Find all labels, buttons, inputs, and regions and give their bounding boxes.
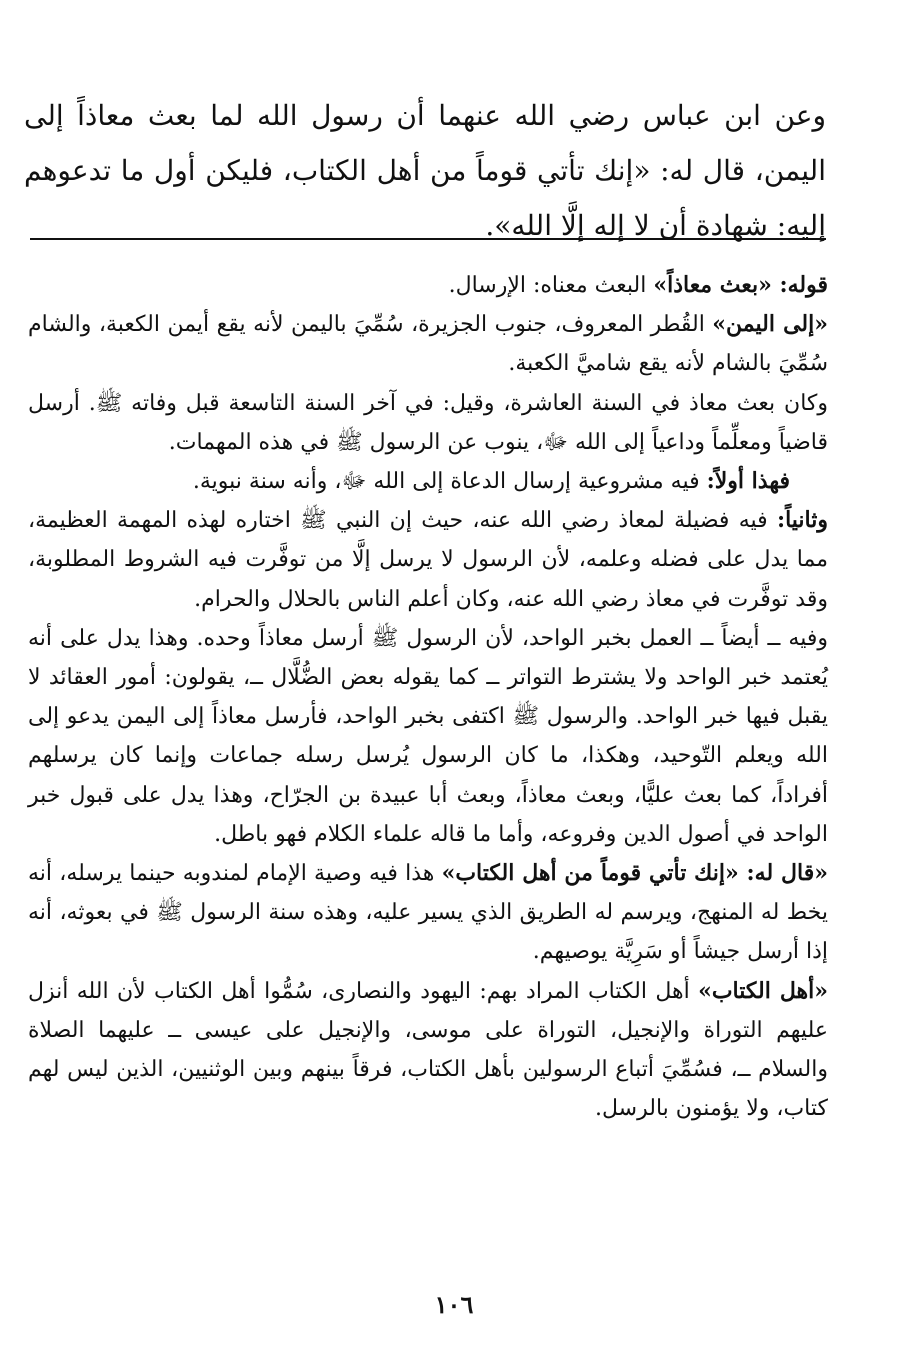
paragraph-body: أهل الكتاب المراد بهم: اليهود والنصارى، سُمُّوا أهل الكتاب لأن الله أنزل عليهم التوراة والإنجيل، التوراة على موسى، والإنجيل على عيسى ــ عليهما الصلاة والسلام ــ، فسُمِّيَ أتباع الرسولين بأهل الكتاب، فرقاً بينهم وبين الوثنيين، الذين ليس لهم كتاب، ولا يؤمنون بالرسل.	[28, 978, 828, 1122]
paragraph-lead: فهذا أولاً:	[706, 468, 790, 495]
paragraph-2	[28, 305, 828, 383]
page-number: ١٠٦	[434, 1290, 474, 1319]
paragraph-7	[28, 854, 828, 972]
paragraph-8	[28, 972, 828, 1129]
paragraph-body: القُطر المعروف، جنوب الجزيرة، سُمِّيَ باليمن لأنه يقع أيمن الكعبة، والشام سُمِّيَ بالشام لأنه يقع شاميَّ الكعبة.	[28, 312, 828, 377]
paragraph-body: البعث معناه: الإرسال.	[448, 273, 654, 298]
paragraph-3	[28, 384, 828, 462]
paragraph-body: فيه مشروعية إرسال الدعاة إلى الله ﷻ، وأنه سنة نبوية.	[192, 469, 707, 495]
paragraph-lead: قوله: «بعث معاذاً»	[653, 272, 828, 298]
paragraph-lead: «إلى اليمن»	[712, 311, 828, 338]
paragraph-body: هذا فيه وصية الإمام لمندوبه حينما يرسله، أنه يخط له المنهج، ويرسم له الطريق الذي يسير عليه، وهذه سنة الرسول ﷺ في بعوثه، أنه إذا أرسل جيشاً أو سَرِيَّة يوصيهم.	[28, 861, 828, 965]
paragraph-1	[28, 266, 828, 305]
paragraph-5	[28, 501, 828, 619]
paragraph-lead: «أهل الكتاب»	[698, 977, 828, 1004]
paragraph-body: فيه فضيلة لمعاذ رضي الله عنه، حيث إن النبي ﷺ اختاره لهذه المهمة العظيمة، مما يدل على فضله وعلمه، لأن الرسول لا يرسل إلَّا من توفَّرت فيه الشروط المطلوبة، وقد توفَّرت في معاذ رضي الله عنه، وكان أعلم الناس بالحلال والحرام.	[28, 508, 828, 612]
paragraph-6	[28, 619, 828, 854]
separator-line	[30, 238, 826, 240]
hadith-text: وعن ابن عباس رضي الله عنهما أن رسول الله لما بعث معاذاً إلى اليمن، قال له: «إنك تأتي قوماً من أهل الكتاب، فليكن أول ما تدعوهم إليه: شهادة أن لا إله إلَّا الله».	[24, 99, 826, 242]
paragraph-4	[28, 462, 828, 501]
paragraph-body: وكان بعث معاذ في السنة العاشرة، وقيل: في آخر السنة التاسعة قبل وفاته ﷺ. أرسل قاضياً ومعلِّماً وداعياً إلى الله ﷻ، ينوب عن الرسول ﷺ في هذه المهمات.	[28, 390, 828, 455]
commentary	[28, 266, 828, 1128]
paragraph-body: وفيه ــ أيضاً ــ العمل بخبر الواحد، لأن الرسول ﷺ أرسل معاذاً وحده. وهذا يدل على أنه يُعتمد خبر الواحد ولا يشترط التواتر ــ كما يقوله بعض الضُّلَّال ــ، يقولون: أمور العقائد لا يقبل فيها خبر الواحد. والرسول ﷺ اكتفى بخبر الواحد، فأرسل معاذاً إلى اليمن يدعو إلى الله ويعلم التّوحيد، وهكذا، ما كان الرسول يُرسل رسله جماعات وإنما كان يرسلهم أفراداً، كما بعث عليًّا، وبعث معاذاً، وبعث أبا عبيدة بن الجرّاح، وهذا يدل على قبول خبر الواحد في أصول الدين وفروعه، وأما ما قاله علماء الكلام فهو باطل.	[28, 625, 828, 847]
paragraph-lead: وثانياً:	[776, 507, 828, 534]
paragraph-lead: «قال له: «إنك تأتي قوماً من أهل الكتاب»	[441, 860, 828, 887]
